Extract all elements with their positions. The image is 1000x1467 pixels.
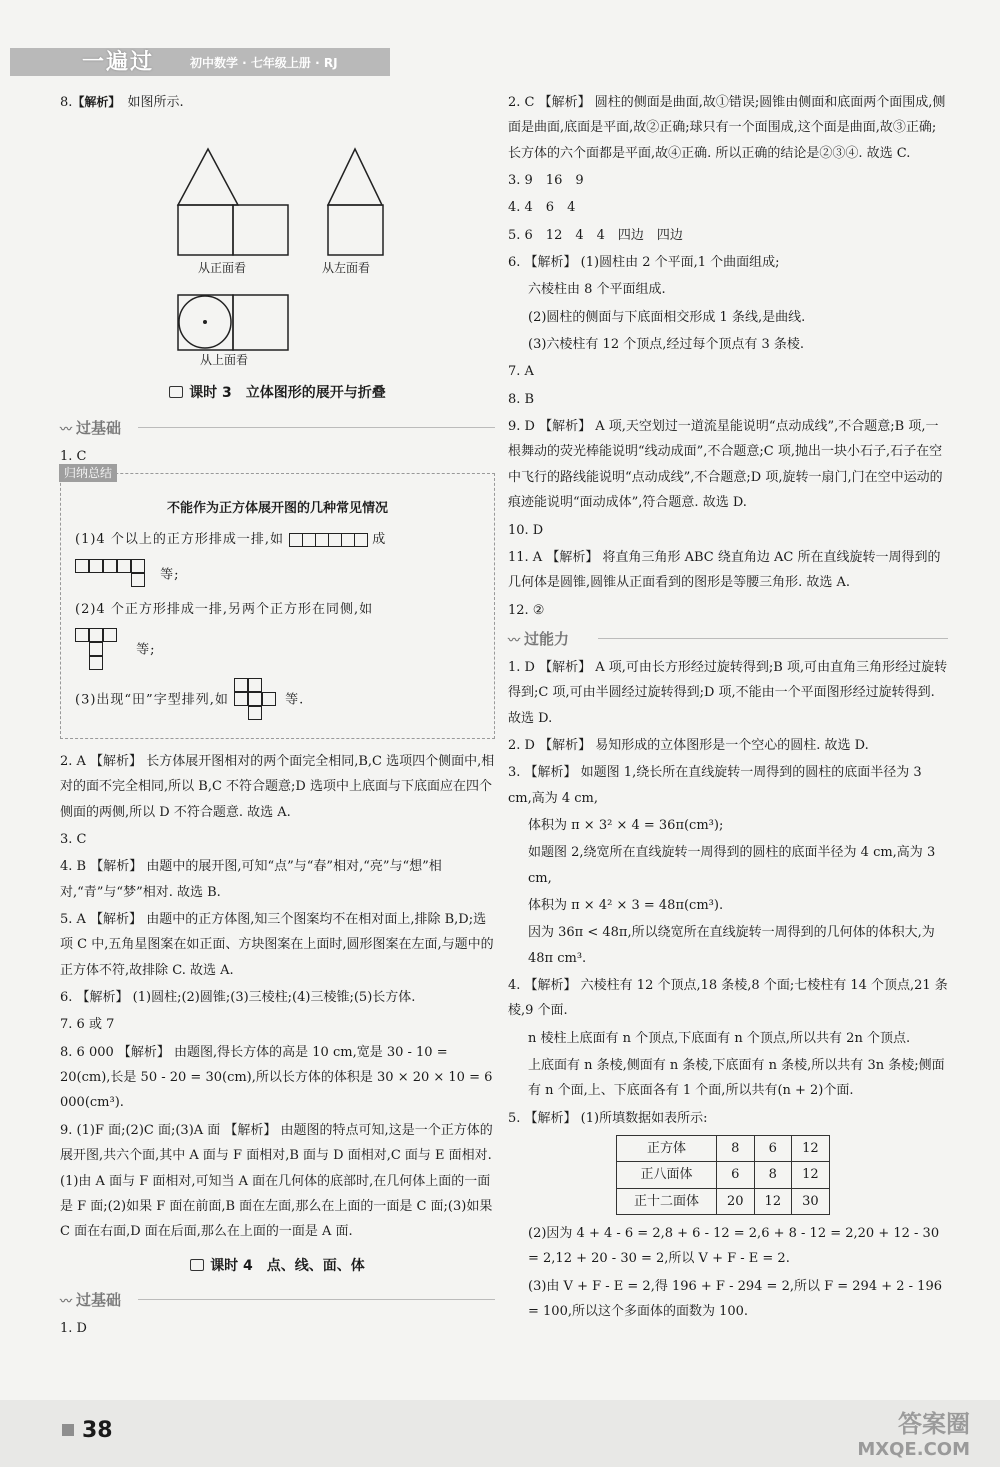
watermark-logo: 答案圈 MXQE.COM bbox=[857, 1410, 970, 1460]
lesson-icon bbox=[190, 1259, 204, 1271]
q3-answer: 3. C bbox=[60, 832, 87, 848]
r-q6-line4: (3)六棱柱有 12 个顶点,经过每个顶点有 3 条棱. bbox=[528, 337, 805, 353]
lesson-icon bbox=[169, 386, 183, 398]
front-view-caption: 从正面看 bbox=[198, 261, 247, 276]
wave-icon: 〰 bbox=[60, 421, 73, 436]
summary-line-2: (2)4 个正方形排成一排,另两个正方形在同侧,如 bbox=[75, 601, 374, 617]
q7-answer: 7. 6 或 7 bbox=[60, 1017, 115, 1033]
r-q8-answer: 8. B bbox=[508, 391, 535, 407]
table-row: 正方体 8 6 12 bbox=[617, 1136, 830, 1162]
net-shape-icon-2 bbox=[75, 628, 131, 672]
three-view-figure bbox=[60, 117, 495, 372]
section-ability: 〰 过能力 bbox=[508, 625, 948, 651]
ability-q3-l2: 体积为 π × 3² × 4 = 36π(cm³); bbox=[528, 817, 724, 833]
page-number: 38 bbox=[82, 1418, 113, 1443]
r-q6-line3: (2)圆柱的侧面与下底面相交形成 1 条线,是曲线. bbox=[528, 309, 806, 325]
table-row: 正十二面体 20 12 30 bbox=[617, 1188, 830, 1214]
book-subtitle: 初中数学 · 七年级上册 · RJ bbox=[190, 56, 338, 70]
summary-box bbox=[60, 465, 495, 739]
r-q6-line1: 6. 【解析】 (1)圆柱由 2 个平面,1 个曲面组成; bbox=[508, 255, 780, 271]
summary-line-3: (3)出现“田”字型排列,如 等. bbox=[75, 678, 480, 722]
r-q11-answer: 11. A 【解析】 将直角三角形 ABC 绕直角边 AC 所在直线旋转一周得到的几何体是圆锥,圆锥从正面看到的图形是等腰三角形. 故选 A. bbox=[508, 549, 941, 591]
ability-q5-l2: (2)因为 4 + 4 - 6 = 2,8 + 6 - 12 = 2,6 + 8 - 12 = 2,20 + 12 - 30 = 2,12 + 20 - 30 = 2,所以 V + F - E = 2. bbox=[528, 1226, 940, 1267]
summary-title: 不能作为正方体展开图的几种常见情况 bbox=[166, 500, 388, 516]
ability-q3-l3: 如题图 2,绕宽所在直线旋转一周得到的圆柱的底面半径为 4 cm,高为 3 cm, bbox=[528, 845, 936, 886]
r-q5-answer: 5. 6 12 4 4 四边 四边 bbox=[508, 227, 683, 243]
ability-q1: 1. D 【解析】 A 项,可由长方形经过旋转得到;B 项,可由直角三角形经过旋转得到;C 项,可由半圆经过旋转得到;D 项,不能由一个平面图形经过旋转得到. 故选 D. bbox=[508, 659, 948, 726]
wave-icon: 〰 bbox=[60, 1293, 73, 1308]
page-header bbox=[10, 48, 390, 76]
brand-title: 一遍过 bbox=[82, 50, 155, 75]
r-q9-answer: 9. D 【解析】 A 项,天空划过一道流星能说明“点动成线”,不合题意;B 项,一根舞动的荧光棒能说明“线动成面”,不合题意;C 项,抛出一块小石子,石子在空中飞行的路线能说明“点动成线”,不合题意;D 项,旋转一扇门,门在空中运动的痕迹能说明“面动成体”,符合题意. 故选 D. bbox=[508, 419, 943, 511]
page-footer bbox=[0, 1400, 1000, 1467]
r-q4-answer: 4. 4 6 4 bbox=[508, 200, 576, 216]
r-q2-answer: 2. C 【解析】 圆柱的侧面是曲面,故①错误;圆锥由侧面和底面两个面围成,侧面是曲面,底面是平面,故②正确;球只有一个面围成,这个面是曲面,故③正确;长方体的六个面都是平面,故④正确. 所以正确的结论是②③④. 故选 C. bbox=[508, 95, 946, 161]
net-shape-icon bbox=[75, 559, 155, 591]
q9-answer: 9. (1)F 面;(2)C 面;(3)A 面 【解析】 由题图的特点可知,这是一个正方体的展开图,共六个面,其中 A 面与 F 面相对,B 面与 D 面相对,C 面与 E 面相对. (1)由 A 面与 F 面相对,可知当 A 面在几何体的底部时,在几何体上面的一面是 F 面;(2)如果 F 面在前面,B 面在左面,那么在上面的一面是 C 面;(3)如果 C 面在右面,D 面在后面,那么在上面的一面是 A 面. bbox=[60, 1122, 493, 1240]
ability-q4-l1: 4. 【解析】 六棱柱有 12 个顶点,18 条棱,8 个面;七棱柱有 14 个顶点,21 条棱,9 个面. bbox=[508, 978, 948, 1019]
ability-q3-l4: 体积为 π × 4² × 3 = 48π(cm³). bbox=[528, 897, 724, 913]
ability-q5-l1: 5. 【解析】 (1)所填数据如表所示: bbox=[508, 1110, 708, 1126]
q2-answer: 2. A 【解析】 长方体展开图相对的两个面完全相同,B,C 选项四个侧面中,相对的面不完全相同,所以 B,C 不符合题意;D 选项中上底面与下底面应在四个侧面的两侧,所以 D 不符合题意. 故选 A. bbox=[60, 754, 495, 820]
wave-icon: 〰 bbox=[508, 632, 521, 647]
polyhedron-table bbox=[616, 1135, 830, 1215]
ability-q3-l1: 3. 【解析】 如题图 1,绕长所在直线旋转一周得到的圆柱的底面半径为 3 cm,高为 4 cm, bbox=[508, 765, 922, 806]
summary-line-1b: 等; bbox=[75, 559, 480, 591]
table-row: 正八面体 6 8 12 bbox=[617, 1162, 830, 1188]
q5-answer: 5. A 【解析】 由题中的正方体图,知三个图案均不在相对面上,排除 B,D;选项 C 中,五角星图案在如正面、方块图案在上面时,圆形图案在左面,与题中的正方体不符,故排除 C. 故选 A. bbox=[60, 912, 494, 978]
summary-line-2b: 等; bbox=[75, 628, 480, 672]
left-column bbox=[60, 90, 495, 1343]
section-basic-2: 〰 过基础 bbox=[60, 1286, 495, 1312]
grid-net-icon bbox=[234, 678, 280, 722]
r-q7-answer: 7. A bbox=[508, 364, 534, 380]
ability-q5-l3: (3)由 V + F - E = 2,得 196 + F - 294 = 2,所以 F = 294 + 2 - 196 = 100,所以这个多面体的面数为 100. bbox=[528, 1278, 942, 1320]
three-view-drawing bbox=[60, 117, 495, 372]
right-column bbox=[508, 90, 948, 1326]
left-view-caption: 从左面看 bbox=[322, 261, 371, 276]
q6-answer: 6. 【解析】 (1)圆柱;(2)圆锥;(3)三棱柱;(4)三棱锥;(5)长方体. bbox=[60, 990, 416, 1006]
r-q6-line2: 六棱柱由 8 个平面组成. bbox=[528, 282, 666, 298]
ability-q2: 2. D 【解析】 易知形成的立体图形是一个空心的圆柱. 故选 D. bbox=[508, 737, 869, 753]
section-basic: 〰 过基础 bbox=[60, 414, 495, 440]
strip-net-icon bbox=[289, 532, 367, 547]
q1-answer: 1. C bbox=[60, 448, 87, 464]
summary-line-1: (1)4 个以上的正方形排成一排,如 成 bbox=[75, 532, 387, 548]
question-8-intro: 8.【解析】 如图所示. bbox=[60, 95, 184, 110]
ability-q4-l3: 上底面有 n 条棱,侧面有 n 条棱,下底面有 n 条棱,所以共有 3n 条棱;侧面有 n 个面,上、下底面各有 1 个面,所以共有(n + 2)个面. bbox=[528, 1058, 945, 1099]
r-q12-answer: 12. ② bbox=[508, 602, 545, 618]
r-q3-answer: 3. 9 16 9 bbox=[508, 173, 584, 189]
q8-answer: 8. 6 000 【解析】 由题图,得长方体的高是 10 cm,宽是 30 - 10 = 20(cm),长是 50 - 20 = 30(cm),所以长方体的体积是 30 × 20 × 10 = 6 000(cm³). bbox=[60, 1044, 493, 1111]
top-view-caption: 从上面看 bbox=[200, 353, 249, 368]
q1b-answer: 1. D bbox=[60, 1320, 87, 1336]
footer-square-icon bbox=[62, 1424, 74, 1436]
lesson-4-title: 课时 4 点、线、面、体 bbox=[60, 1253, 495, 1280]
ability-q4-l2: n 棱柱上底面有 n 个顶点,下底面有 n 个顶点,所以共有 2n 个顶点. bbox=[528, 1030, 911, 1046]
lesson-3-title: 课时 3 立体图形的展开与折叠 bbox=[60, 380, 495, 407]
summary-tag: 归纳总结 bbox=[59, 464, 117, 482]
q4-answer: 4. B 【解析】 由题中的展开图,可知“点”与“春”相对,“亮”与“想”相对,“青”与“梦”相对. 故选 B. bbox=[60, 859, 442, 900]
ability-q3-l5: 因为 36π < 48π,所以绕宽所在直线旋转一周得到的几何体的体积大,为 48π cm³. bbox=[528, 925, 935, 966]
r-q10-answer: 10. D bbox=[508, 522, 544, 538]
